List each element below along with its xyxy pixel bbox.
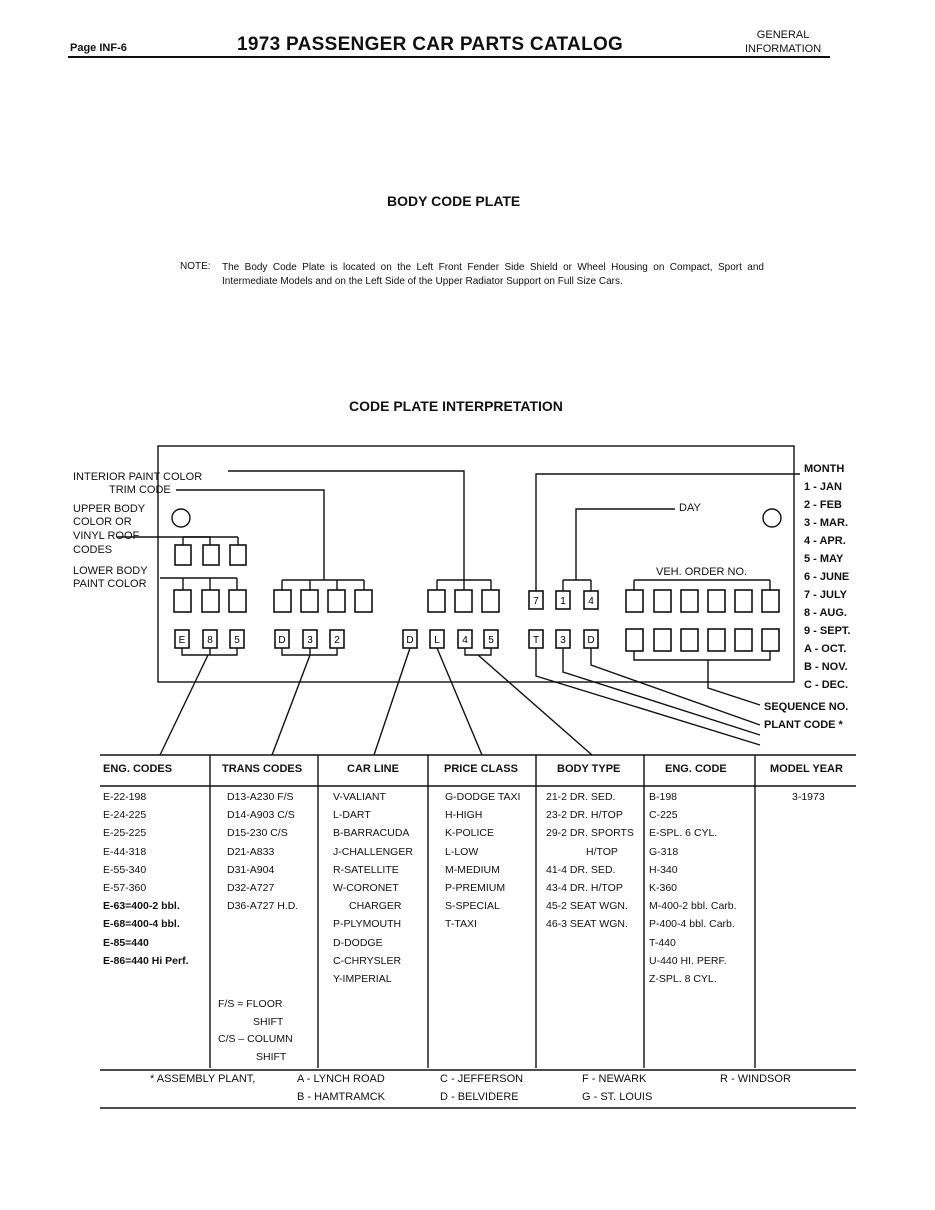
price-class-column bbox=[445, 788, 520, 934]
col-header-trans-codes: TRANS CODES bbox=[222, 763, 303, 775]
list-item: Z-SPL. 8 CYL. bbox=[649, 973, 717, 986]
list-item: E-86=440 Hi Perf. bbox=[103, 954, 189, 967]
veh-order-label: VEH. ORDER NO. bbox=[656, 566, 748, 578]
trans-box-3: 2 bbox=[334, 635, 340, 646]
row2-boxes bbox=[175, 629, 779, 651]
list-item: E-25-225 bbox=[103, 827, 147, 840]
assembly-plant-label: * ASSEMBLY PLANT, bbox=[150, 1073, 256, 1085]
month-item: 4 - APR. bbox=[804, 535, 846, 547]
eng-code-column bbox=[649, 788, 737, 988]
list-item: P-PREMIUM bbox=[445, 882, 506, 895]
date-code-1: 7 bbox=[533, 596, 539, 607]
list-item: E-22-198 bbox=[103, 791, 147, 803]
sched-box-2: 3 bbox=[560, 635, 566, 646]
eng-codes-column bbox=[103, 788, 189, 970]
list-item: CHARGER bbox=[349, 900, 402, 913]
sched-box-3: D bbox=[587, 635, 595, 646]
col-header-body-type: BODY TYPE bbox=[557, 763, 621, 775]
plate-rivet-right bbox=[763, 509, 781, 527]
list-item: E-55-340 bbox=[103, 863, 147, 876]
upper-body-boxes bbox=[175, 545, 246, 565]
list-item: S-SPECIAL bbox=[445, 900, 500, 913]
col-header-eng-code: ENG. CODE bbox=[665, 763, 727, 775]
col-header-price-class: PRICE CLASS bbox=[444, 763, 518, 775]
month-item: 9 - SEPT. bbox=[804, 625, 851, 637]
month-item: 7 - JULY bbox=[804, 589, 848, 601]
list-item: T-440 bbox=[649, 936, 676, 949]
note-label: NOTE: bbox=[180, 261, 211, 272]
col-header-eng-codes: ENG. CODES bbox=[103, 763, 173, 775]
list-item: P-PLYMOUTH bbox=[333, 918, 402, 931]
trans-box-1: D bbox=[278, 635, 286, 646]
list-item: D32-A727 bbox=[227, 882, 275, 895]
list-item: L-DART bbox=[333, 809, 371, 822]
plate-rivet-left bbox=[172, 509, 190, 527]
month-item: 5 - MAY bbox=[804, 553, 844, 565]
plant-item: R - WINDSOR bbox=[720, 1073, 791, 1085]
trans-note: SHIFT bbox=[253, 1015, 284, 1028]
trans-codes-column bbox=[227, 788, 298, 915]
month-item: C - DEC. bbox=[804, 679, 848, 691]
lower-body-label-1: LOWER BODY bbox=[73, 565, 148, 577]
list-item: M-400-2 bbl. Carb. bbox=[649, 900, 737, 913]
list-item: 46-3 SEAT WGN. bbox=[546, 918, 628, 931]
car-line-box: D bbox=[406, 635, 414, 646]
month-item: 8 - AUG. bbox=[804, 607, 847, 619]
date-code-2: 1 bbox=[560, 596, 566, 607]
plant-item: D - BELVIDERE bbox=[440, 1091, 519, 1103]
sched-box-1: T bbox=[532, 635, 540, 646]
list-item: 21-2 DR. SED. bbox=[546, 791, 616, 803]
car-line-column bbox=[333, 788, 413, 988]
month-heading: MONTH bbox=[804, 463, 845, 475]
list-item: E-SPL. 6 CYL. bbox=[649, 827, 718, 840]
list-item: K-360 bbox=[649, 882, 678, 895]
list-item: R-SATELLITE bbox=[333, 863, 399, 876]
day-label: DAY bbox=[679, 502, 701, 514]
trans-note: C/S – COLUMN bbox=[218, 1033, 293, 1045]
list-item: B-BARRACUDA bbox=[333, 827, 410, 840]
section-label-line2: INFORMATION bbox=[745, 43, 822, 55]
list-item: 29-2 DR. SPORTS bbox=[546, 827, 634, 840]
list-item: T-TAXI bbox=[445, 918, 477, 931]
list-item: C-225 bbox=[649, 809, 678, 822]
list-item: B-198 bbox=[649, 791, 678, 803]
list-item: E-24-225 bbox=[103, 809, 147, 822]
page-number: Page INF-6 bbox=[70, 42, 127, 54]
interior-paint-label: INTERIOR PAINT COLOR bbox=[73, 471, 203, 483]
list-item: H-HIGH bbox=[445, 809, 483, 822]
body-type-column bbox=[546, 788, 634, 934]
list-item: J-CHALLENGER bbox=[333, 845, 413, 858]
trans-box-2: 3 bbox=[307, 635, 313, 646]
upper-body-label-2: COLOR OR bbox=[73, 516, 132, 528]
list-item: 23-2 DR. H/TOP bbox=[546, 809, 623, 822]
list-item: D31-A904 bbox=[227, 863, 275, 876]
list-item: D15-230 C/S bbox=[227, 827, 288, 840]
price-class-box: L bbox=[434, 635, 440, 646]
lower-body-label-2: PAINT COLOR bbox=[73, 578, 147, 590]
list-item: D13-A230 F/S bbox=[227, 791, 294, 803]
list-item: D36-A727 H.D. bbox=[227, 900, 299, 913]
row1-boxes bbox=[174, 590, 779, 612]
col-header-car-line: CAR LINE bbox=[347, 763, 399, 775]
list-item: H-340 bbox=[649, 863, 678, 876]
upper-body-label-1: UPPER BODY bbox=[73, 503, 146, 515]
list-item: 3-1973 bbox=[792, 791, 825, 803]
plant-item: A - LYNCH ROAD bbox=[297, 1073, 385, 1085]
list-item: U-440 HI. PERF. bbox=[649, 954, 727, 967]
list-item: E-44-318 bbox=[103, 845, 147, 858]
month-item: 2 - FEB bbox=[804, 499, 842, 511]
list-item: K-POLICE bbox=[445, 827, 495, 840]
plant-item: B - HAMTRAMCK bbox=[297, 1091, 385, 1103]
list-item: E-85=440 bbox=[103, 936, 149, 949]
col-header-model-year: MODEL YEAR bbox=[770, 763, 843, 775]
list-item: Y-IMPERIAL bbox=[333, 973, 392, 986]
list-item: G-318 bbox=[649, 845, 679, 858]
trim-code-label: TRIM CODE bbox=[109, 484, 171, 496]
plant-item: F - NEWARK bbox=[582, 1073, 647, 1085]
eng-box-1: E bbox=[178, 635, 186, 646]
model-year-column bbox=[792, 788, 825, 806]
page-title: 1973 PASSENGER CAR PARTS CATALOG bbox=[237, 34, 624, 55]
month-item: 1 - JAN bbox=[804, 481, 842, 493]
trans-note: F/S = FLOOR bbox=[218, 998, 283, 1010]
list-item: D21-A833 bbox=[227, 845, 275, 858]
body-type-box-1: 4 bbox=[462, 635, 468, 646]
plant-code-label: PLANT CODE * bbox=[764, 719, 843, 731]
plant-item: C - JEFFERSON bbox=[440, 1073, 524, 1085]
list-item: M-MEDIUM bbox=[445, 863, 500, 876]
trans-note: SHIFT bbox=[256, 1050, 287, 1063]
list-item: E-68=400-4 bbl. bbox=[103, 918, 180, 931]
list-item: 41-4 DR. SED. bbox=[546, 863, 616, 876]
section-label-line1: GENERAL bbox=[756, 29, 810, 41]
list-item: 43-4 DR. H/TOP bbox=[546, 882, 623, 895]
sequence-no-label: SEQUENCE NO. bbox=[764, 701, 849, 713]
plant-item: G - ST. LOUIS bbox=[582, 1091, 653, 1103]
list-item: L-LOW bbox=[445, 845, 479, 858]
list-item: C-CHRYSLER bbox=[333, 954, 402, 967]
body-code-plate-heading: BODY CODE PLATE bbox=[387, 193, 521, 209]
month-item: 3 - MAR. bbox=[804, 517, 848, 529]
month-item: B - NOV. bbox=[804, 661, 848, 673]
upper-body-label-4: CODES bbox=[73, 544, 113, 556]
trans-notes bbox=[218, 996, 293, 1066]
list-item: D14-A903 C/S bbox=[227, 809, 295, 822]
body-type-box-2: 5 bbox=[488, 635, 494, 646]
list-item: P-400-4 bbl. Carb. bbox=[649, 918, 735, 931]
list-item: H/TOP bbox=[586, 845, 618, 858]
eng-box-3: 5 bbox=[234, 635, 240, 646]
eng-box-2: 8 bbox=[207, 635, 213, 646]
month-item: 6 - JUNE bbox=[804, 571, 850, 583]
list-item: G-DODGE TAXI bbox=[445, 791, 521, 803]
list-item: W-CORONET bbox=[333, 882, 399, 895]
note-text: The Body Code Plate is located on the Left Front Fender Side Shield or Wheel Housing on Compact, Sport and Intermediate Models and on the Left Side of the Upper Radiator Support on Full Size Cars. bbox=[222, 262, 764, 287]
list-item: D-DODGE bbox=[333, 936, 383, 949]
interpretation-heading: CODE PLATE INTERPRETATION bbox=[349, 398, 563, 414]
list-item: V-VALIANT bbox=[333, 791, 386, 803]
list-item: 45-2 SEAT WGN. bbox=[546, 900, 628, 913]
month-item: A - OCT. bbox=[804, 643, 847, 655]
list-item: E-57-360 bbox=[103, 882, 147, 895]
list-item: E-63=400-2 bbl. bbox=[103, 900, 180, 913]
upper-body-label-3: VINYL ROOF bbox=[73, 530, 140, 542]
date-code-3: 4 bbox=[588, 596, 594, 607]
